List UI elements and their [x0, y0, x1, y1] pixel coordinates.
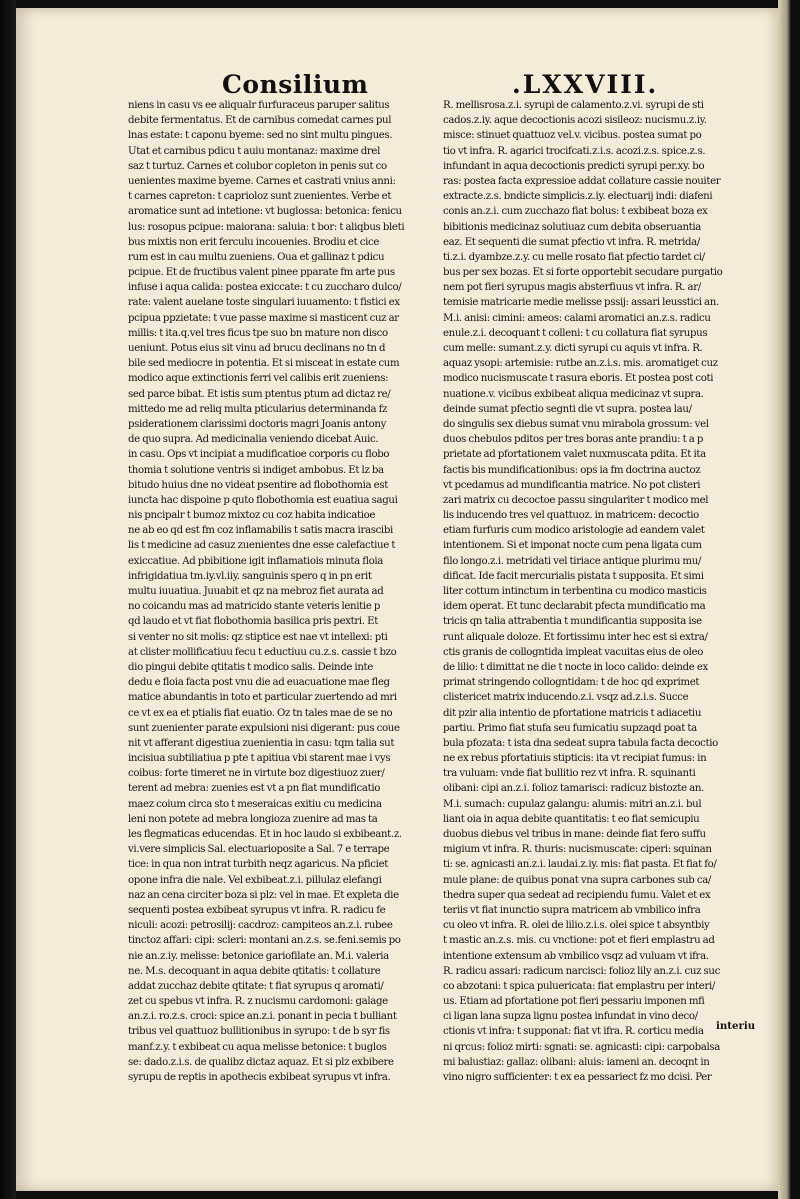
text-line: modico nucismuscate t rasura eboris. Et postea post coti [443, 373, 714, 385]
text-line: ne ab eo qd est fm coz inflamabilis t satis macra irascibi [128, 525, 393, 537]
text-line: aquaz ysopi: artemisie: rutbe an.z.i.s. mis. aromatiget cuz [443, 358, 718, 370]
text-line: niculi: acozi: petrosilij: cacdroz: campiteos an.z.i. rubee [128, 920, 393, 932]
text-line: les flegmaticas educendas. Et in hoc laudo si exbibeant.z. [128, 829, 402, 840]
text-line: exiccatiue. Ad pbibitione igit inflamatiois minuta floia [128, 555, 384, 567]
text-line: tinctoz affari: cipi: scleri: montani an.z.s. se.feni.semis po [128, 935, 401, 947]
text-line: pcipua ppzietate: t vue passe maxime si masticent cuz ar [128, 312, 399, 324]
text-line: ne. M.s. decoquant in aqua debite qtitatis: t collature [128, 965, 381, 977]
text-line: coibus: forte timeret ne in virtute boz digestiuoz zuer/ [128, 768, 385, 780]
text-line: si venter no sit molis: qz stiptice est nae vt intellexi: pti [128, 631, 388, 643]
text-line: multu iuuatiua. Juuabit et qz na mebroz fiet aurata ad [128, 586, 384, 597]
text-line: terent ad mebra: zuenies est vt a pn fiat mundificatio [128, 783, 381, 795]
text-line: dio pingui debite qtitatis t modico salis. Deinde inte [128, 661, 373, 673]
text-line: dit pzir alia intentio de pfortatione matricis t adiacetiu [443, 707, 702, 719]
text-line: aromatice sunt ad intetione: vt buglossa: betonica: fenicu [128, 206, 402, 218]
text-line: tribus vel quattuoz bullitionibus in syrupo: t de b syr fis [128, 1026, 390, 1038]
catchword: interiu [716, 1020, 756, 1032]
text-line: debite fermentatus. Et de carnibus comedat carnes pul [128, 115, 392, 127]
text-line: Utat et carnibus pdicu t auiu montanaz: maxime drel [128, 145, 380, 157]
text-line: ueniunt. Potus eius sit vinu ad brucu declinans no tn d [128, 343, 386, 354]
text-line: iuncta hac dispoine p quto flobothomia est euatiua sagui [128, 494, 398, 506]
text-line: eaz. Et sequenti die sumat pfectio vt infra. R. metrida/ [443, 236, 700, 248]
text-line: filo longo.z.i. metridati vel tiriace antique plurimu mu/ [443, 555, 702, 567]
text-line: cados.z.iy. aque decoctionis acozi sisileoz: nucismu.z.iy. [443, 115, 707, 127]
text-line: rate: valent auelane toste singulari iuuamento: t fistici ex [128, 297, 400, 309]
text-line: matice abundantis in toto et particular zuertendo ad mri [128, 692, 397, 704]
text-line: bile sed mediocre in potentia. Et si misceat in estate cum [128, 358, 400, 370]
text-line: do singulis sex diebus sumat vnu mirabola grossum: vel [443, 418, 709, 430]
text-line: ce vt ex ea et ptialis fiat euatio. Oz tn tales mae de se no [128, 707, 393, 719]
text-line: ti.z.i. dyambze.z.y. cu melle rosato fiat pfectio tardet ci/ [443, 251, 705, 263]
text-line: syrupu de reptis in apothecis exbibeat syrupus vt infra. [128, 1072, 391, 1083]
text-line: at clister mollificatiuu fecu t eductiuu cu.z.s. cassie t bzo [128, 646, 397, 658]
text-line: M.i. sumach: cupulaz galangu: alumis: mitri an.z.i. bul [443, 798, 702, 810]
text-column-right [443, 98, 761, 1085]
text-line: ni qrcus: folioz mirti: sgnati: se. agnicasti: cipi: carpobalsa [443, 1041, 720, 1053]
text-line: leni non potete ad mebra longioza zuenire ad mas ta [128, 813, 378, 825]
text-line: factis bis mundificationibus: ops ia fm doctrina auctoz [443, 464, 701, 476]
text-line: mule plane: de quibus ponat vna supra carbones sub ca/ [443, 874, 712, 886]
text-line: vt pcedamus ad mundificantia matrice. No pot clisteri [443, 479, 701, 491]
text-line: niens in casu vs ee aliqualr furfuraceus paruper salitus [128, 100, 390, 111]
text-line: nis pncipalr t bumoz mixtoz cu coz habita indicatioe [128, 510, 376, 522]
text-line: t carnes capreton: t caprioloz sunt zuenientes. Verbe et [128, 191, 392, 203]
text-line: an.z.i. ro.z.s. croci: spice an.z.i. ponant in pecia t bulliant [128, 1011, 397, 1023]
facing-page-edge [778, 0, 800, 1199]
text-line: clistericet matrix inducendo.z.i. vsqz ad.z.i.s. Succe [443, 692, 689, 704]
text-line: psiderationem clarissimi doctoris magri Joanis antony [128, 418, 387, 430]
text-line: temisie matricarie medie melisse pssij: assari leusstici an. [443, 297, 719, 309]
text-line: enule.z.i. decoquant t colleni: t cu collatura fiat syrupus [443, 327, 708, 339]
text-line: etiam furfuris cum modico aristologie ad eandem valet [443, 525, 705, 537]
text-line: tio vt infra. R. agarici trocifcati.z.i.s. acozi.z.s. spice.z.s. [443, 145, 706, 157]
text-line: R. radicu assari: radicum narcisci: folioz lily an.z.i. cuz suc [443, 965, 720, 977]
text-line: no coicandu mas ad matricido stante veteris lenitie p [128, 601, 381, 613]
text-line: lis t medicine ad casuz zuenientes dne esse calefactiue t [128, 540, 396, 552]
text-line: nuatione.v. vicibus exbibeat aliqua medicinaz vt supra. [443, 388, 704, 400]
text-line: sequenti postea exbibeat syrupus vt infra. R. radicu fe [128, 904, 386, 916]
text-line: idem operat. Et tunc declarabit pfecta mundificatio ma [443, 601, 706, 613]
text-line: thomia t solutione ventris si indiget ambobus. Et lz ba [128, 464, 384, 476]
text-line: qd laudo et vt fiat flobothomia basilica pris pextri. Et [128, 616, 378, 628]
text-line: cu oleo vt infra. R. olei de lilio.z.i.s. olei spice t absyntbiy [443, 920, 710, 932]
text-line: nit vt afferant digestiua zuenientia in casu: tqm talia sut [128, 737, 395, 749]
text-line: sunt zuenienter parate expulsioni nisi digerant: pus coue [128, 722, 400, 734]
folio-number: .LXXVIII. [512, 70, 659, 99]
text-line: runt aliquale doloze. Et fortissimu inter hec est si extra/ [443, 631, 708, 643]
text-line: ras: postea facta expressioe addat collature cassie nouiter [443, 175, 721, 187]
text-line: bibitionis medicinaz solutiuaz cum debita obseruantia [443, 221, 702, 233]
text-line: opone infra die nale. Vel exbibeat.z.i. pillulaz elefangi [128, 874, 382, 886]
text-line: de quo supra. Ad medicinalia veniendo dicebat Auic. [128, 434, 379, 446]
text-line: misce: stinuet quattuoz vel.v. vicibus. postea sumat po [443, 130, 702, 142]
text-line: co abzotani: t spica puluericata: fiat emplastru per interi/ [443, 980, 715, 992]
text-line: intentione extensum ab vmbilico vsqz ad vuluam vt ifra. [443, 950, 709, 962]
text-line: ci ligan lana supza lignu postea infundat in vino deco/ [443, 1011, 698, 1023]
text-line: de lilio: t dimittat ne die t nocte in loco calido: deinde ex [443, 661, 708, 673]
text-line: zet cu spebus vt infra. R. z nucismu cardomoni: galage [128, 996, 388, 1008]
text-line: sed parce bibat. Et istis sum ptentus ptum ad dictaz re/ [128, 388, 391, 400]
text-line: tra vuluam: vnde fiat bullitio rez vt infra. R. squinanti [443, 768, 696, 780]
text-line: deinde sumat pfectio segnti die vt supra. postea lau/ [443, 403, 692, 415]
text-line: nem pot fieri syrupus magis absterfiuus vt infra. R. ar/ [443, 282, 701, 294]
text-line: saz t turtuz. Carnes et colubor copleton in penis sut co [128, 160, 387, 172]
text-line: thedra super qua sedeat ad recipiendu fumu. Valet et ex [443, 889, 711, 901]
running-head-left: Consilium [222, 70, 369, 99]
text-line: millis: t ita.q.vel tres ficus tpe suo bn mature non disco [128, 327, 388, 339]
text-line: migium vt infra. R. thuris: nucismuscate: ciperi: squinan [443, 844, 712, 856]
text-line: prietate ad pfortationem valet nuxmuscata pdita. Et ita [443, 449, 706, 461]
text-line: infundant in aqua decoctionis predicti syrupi per.xy. bo [443, 160, 705, 172]
text-line: ctionis vt infra: t supponat: fiat vt ifra. R. corticu media [443, 1026, 704, 1038]
text-line: infrigidatiua tm.iy.vl.iiy. sanguinis spero q in pn erit [128, 570, 372, 582]
text-line: ne ex rebus pfortatiuis stipticis: ita vt recipiat fumus: in [443, 753, 707, 765]
text-line: rum est in cau multu zueniens. Oua et gallinaz t pdicu [128, 251, 385, 263]
text-line: zari matrix cu decoctoe passu singulariter t modico mel [443, 494, 709, 506]
text-line: cum melle: sumant.z.y. dicti syrupi cu aquis vt infra. R. [443, 343, 703, 354]
text-line: R. mellisrosa.z.i. syrupi de calamento.z.vi. syrupi de sti [443, 100, 704, 111]
text-line: ctis granis de collogntida impleat vacuitas eius de oleo [443, 646, 703, 658]
text-line: partiu. Primo fiat stufa seu fumicatiu supzaqd poat ta [443, 722, 697, 734]
text-line: lnas estate: t caponu byeme: sed no sint multu pingues. [128, 130, 393, 142]
text-line: tice: in qua non intrat turbith neqz agaricus. Na pficiet [128, 859, 388, 871]
text-line: primat stringendo collogntidam: t de hoc qd exprimet [443, 677, 700, 689]
text-line: infuse i aqua calida: postea exiccate: t cu zuccharo dulco/ [128, 282, 402, 294]
text-line: bitudo huius dne no videat psentire ad flobothomia est [128, 479, 388, 491]
text-line: lis inducendo tres vel quattuoz. in matricem: decoctio [443, 510, 699, 522]
text-line: conis an.z.i. cum zucchazo fiat bolus: t exbibeat boza ex [443, 206, 708, 218]
text-line: bus mixtis non erit ferculu incouenies. Brodiu et cice [128, 236, 380, 248]
text-line: incisiua subtiliatiua p pte t apitiua vbi starent mae i vys [128, 753, 391, 765]
text-line: naz an cena circiter boza si plz: vel in mae. Et expleta die [128, 889, 399, 901]
text-line: vi.vere simplicis Sal. electuarioposite a Sal. 7 e terrape [128, 844, 390, 856]
text-line: liter cottum intinctum in terbentina cu modico masticis [443, 586, 707, 597]
text-line: uenientes maxime byeme. Carnes et castrati vnius anni: [128, 175, 396, 187]
text-line: liant oia in aqua debite quantitatis: t eo fiat semicupiu [443, 813, 700, 825]
text-line: addat zucchaz debite qtitate: t fiat syrupus q aromati/ [128, 980, 384, 992]
text-line: maez coium circa sto t meseraicas exitiu cu medicina [128, 798, 382, 810]
text-line: se: dado.z.i.s. de qualibz dictaz aquaz. Et si plz exbibere [128, 1056, 394, 1068]
text-line: modico aque extinctionis ferri vel calibis erit zueniens: [128, 373, 389, 385]
text-line: M.i. anisi: cimini: ameos: calami aromatici an.z.s. radicu [443, 312, 711, 324]
book-gutter-shadow [0, 0, 16, 1199]
text-line: manf.z.y. t exbibeat cu aqua melisse betonice: t buglos [128, 1041, 387, 1053]
text-line: bus per sex bozas. Et si forte opportebit secudare purgatio [443, 267, 723, 279]
text-line: intentionem. Si et imponat nocte cum pena ligata cum [443, 540, 702, 552]
text-line: lus: rosopus pcipue: maiorana: saluia: t bor: t aliqbus bleti [128, 221, 405, 233]
text-line: teriis vt fiat inunctio supra matricem ab vmbilico infra [443, 904, 701, 916]
text-line: ti: se. agnicasti an.z.i. laudai.z.iy. mis: fiat pasta. Et fiat fo/ [443, 859, 717, 871]
text-line: olibani: cipi an.z.i. folioz tamarisci: radicuz bistozte an. [443, 783, 704, 795]
text-line: mittedo me ad reliq multa pticularius determinanda fz [128, 403, 388, 415]
text-line: mi balustiaz: gallaz: olibani: aluis: iameni an. decoqnt in [443, 1056, 710, 1068]
text-line: us. Etiam ad pfortatione pot fieri pessariu imponen mfi [443, 996, 705, 1008]
text-line: dedu e floia facta post vnu die ad euacuatione mae fleg [128, 677, 390, 689]
text-line: duobus diebus vel tribus in mane: deinde fiat fero suffu [443, 829, 706, 840]
text-line: vino nigro sufficienter: t ex ea pessariect fz mo dcisi. Per [443, 1072, 712, 1083]
text-line: bula pfozata: t ista dna sedeat supra tabula facta decoctio [443, 737, 718, 749]
text-line: nie an.z.iy. melisse: betonice gariofilate an. M.i. valeria [128, 950, 389, 962]
text-line: dificat. Ide facit mercurialis pistata t supposita. Et simi [443, 570, 704, 582]
text-line: tricis qn talia attrabentia t mundificantia supposita ise [443, 616, 702, 628]
text-line: t mastic an.z.s. mis. cu vnctione: pot et fieri emplastru ad [443, 935, 715, 947]
text-line: in casu. Ops vt incipiat a mudificatioe corporis cu flobo [128, 449, 390, 461]
text-line: extracte.z.s. bndicte simplicis.z.iy. electuarij indi: diafeni [443, 191, 713, 203]
text-line: duos chebulos pditos per tres boras ante prandiu: t a p [443, 434, 704, 446]
text-column-left [128, 98, 428, 1085]
text-line: pcipue. Et de fructibus valent pinee pparate fm arte pus [128, 267, 395, 279]
